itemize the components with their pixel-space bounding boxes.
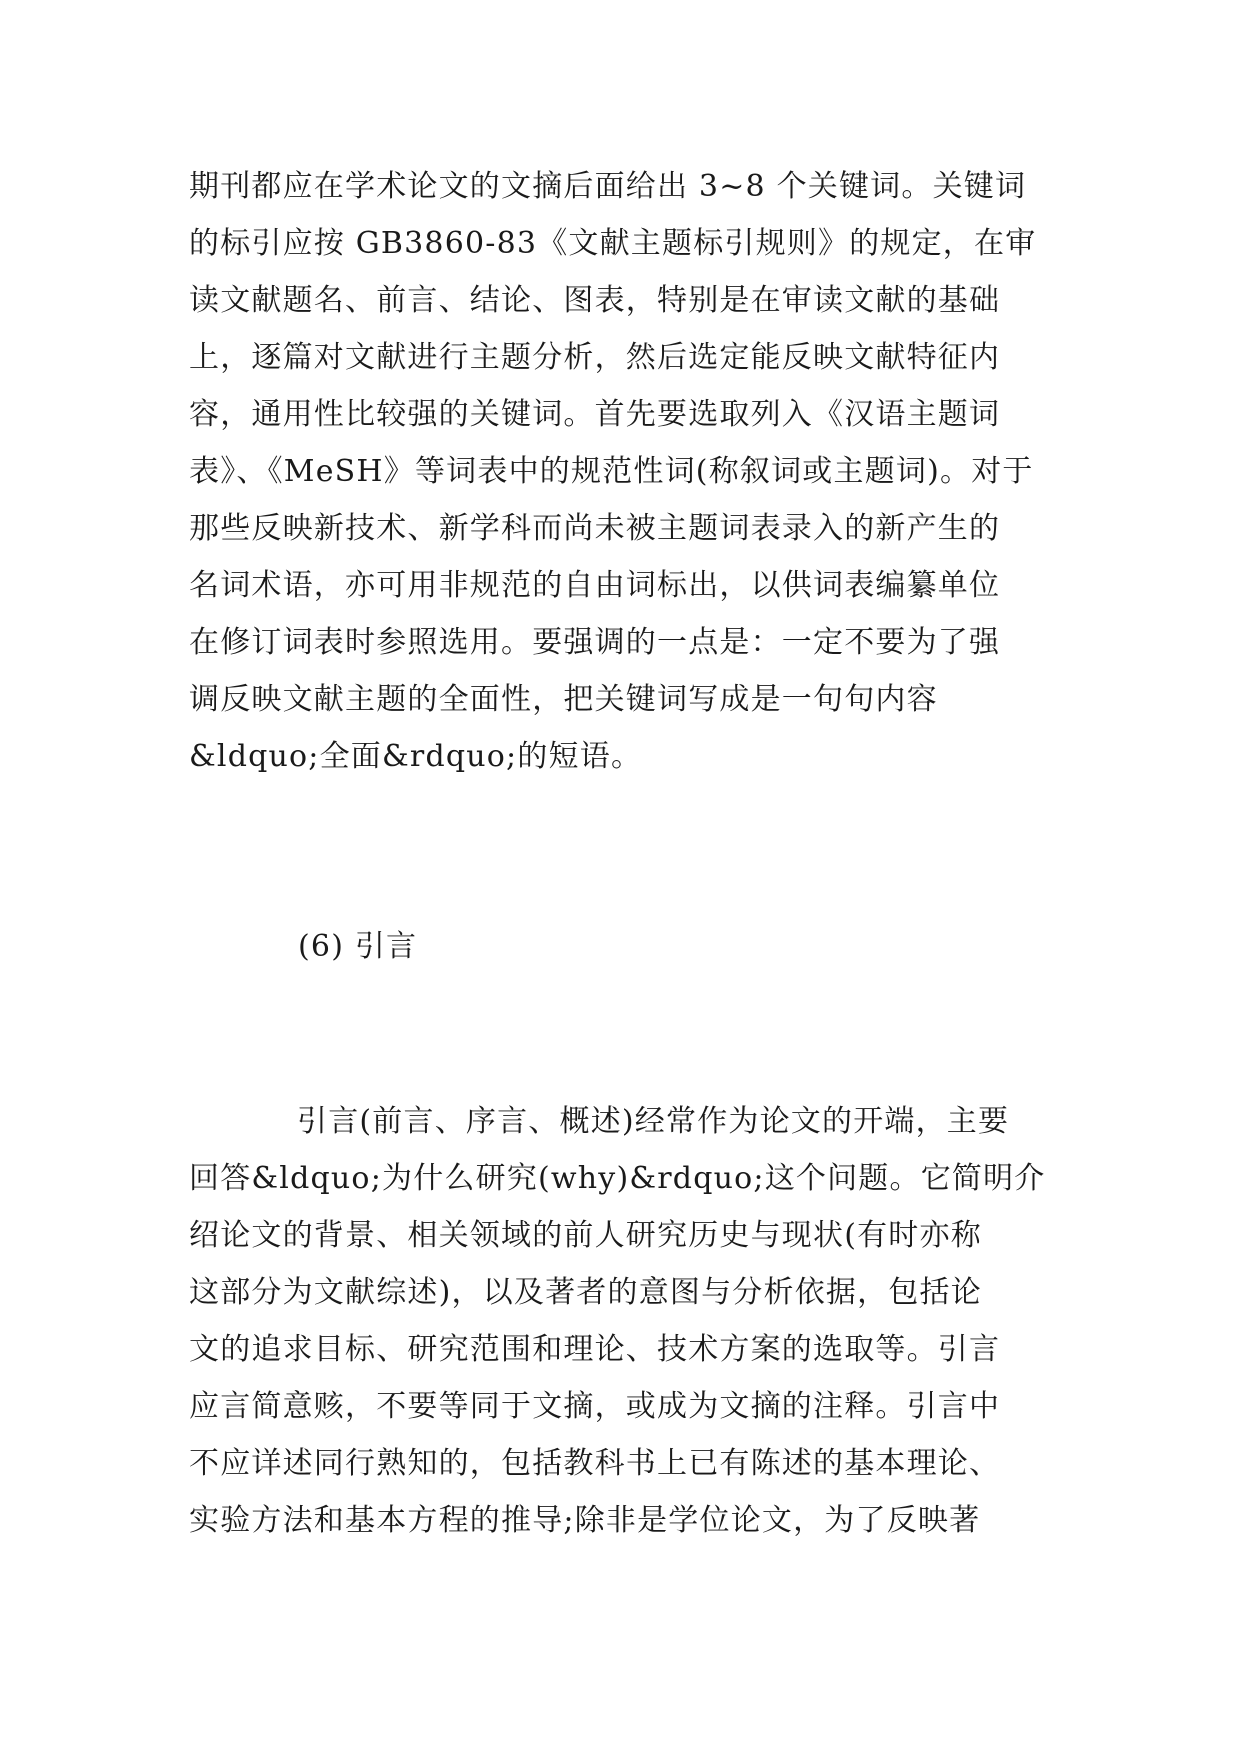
text-line: 不应详述同行熟知的，包括教科书上已有陈述的基本理论、 — [189, 1446, 1001, 1481]
text-line: 上，逐篇对文献进行主题分析，然后选定能反映文献特征内 — [189, 340, 1001, 375]
text-line: 绍论文的背景、相关领域的前人研究历史与现状(有时亦称 — [189, 1218, 982, 1253]
introduction-paragraph — [189, 1093, 1069, 1549]
text-line: 的标引应按 GB3860-83《文献主题标引规则》的规定，在审 — [189, 226, 1037, 261]
text-line: 容，通用性比较强的关键词。首先要选取列入《汉语主题词 — [189, 397, 1001, 432]
text-line: 引言(前言、序言、概述)经常作为论文的开端，主要 — [297, 1104, 1010, 1139]
text-line: 实验方法和基本方程的推导;除非是学位论文，为了反映著 — [189, 1503, 981, 1538]
text-line: 读文献题名、前言、结论、图表，特别是在审读文献的基础 — [189, 283, 1001, 318]
text-line: 那些反映新技术、新学科而尚未被主题词表录入的新产生的 — [189, 511, 1001, 546]
text-line: 在修订词表时参照选用。要强调的一点是：一定不要为了强 — [189, 625, 1001, 660]
keywords-paragraph — [189, 158, 1069, 785]
section-heading-block — [298, 918, 1178, 975]
text-line: 名词术语，亦可用非规范的自由词标出，以供词表编纂单位 — [189, 568, 1001, 603]
text-line: 应言简意赅，不要等同于文摘，或成为文摘的注释。引言中 — [189, 1389, 1001, 1424]
text-line: 调反映文献主题的全面性，把关键词写成是一句句内容 — [189, 682, 938, 717]
text-line: 期刊都应在学术论文的文摘后面给出 3~8 个关键词。关键词 — [189, 169, 1027, 204]
text-line: 这部分为文献综述)，以及著者的意图与分析依据，包括论 — [189, 1275, 982, 1310]
text-line: 表》、《MeSH》等词表中的规范性词(称叙词或主题词)。对于 — [189, 454, 1034, 489]
section-heading: (6) 引言 — [298, 929, 418, 964]
text-line: &ldquo;全面&rdquo;的短语。 — [189, 739, 643, 774]
text-line: 文的追求目标、研究范围和理论、技术方案的选取等。引言 — [189, 1332, 1001, 1367]
text-line: 回答&ldquo;为什么研究(why)&rdquo;这个问题。它简明介 — [189, 1161, 1046, 1196]
